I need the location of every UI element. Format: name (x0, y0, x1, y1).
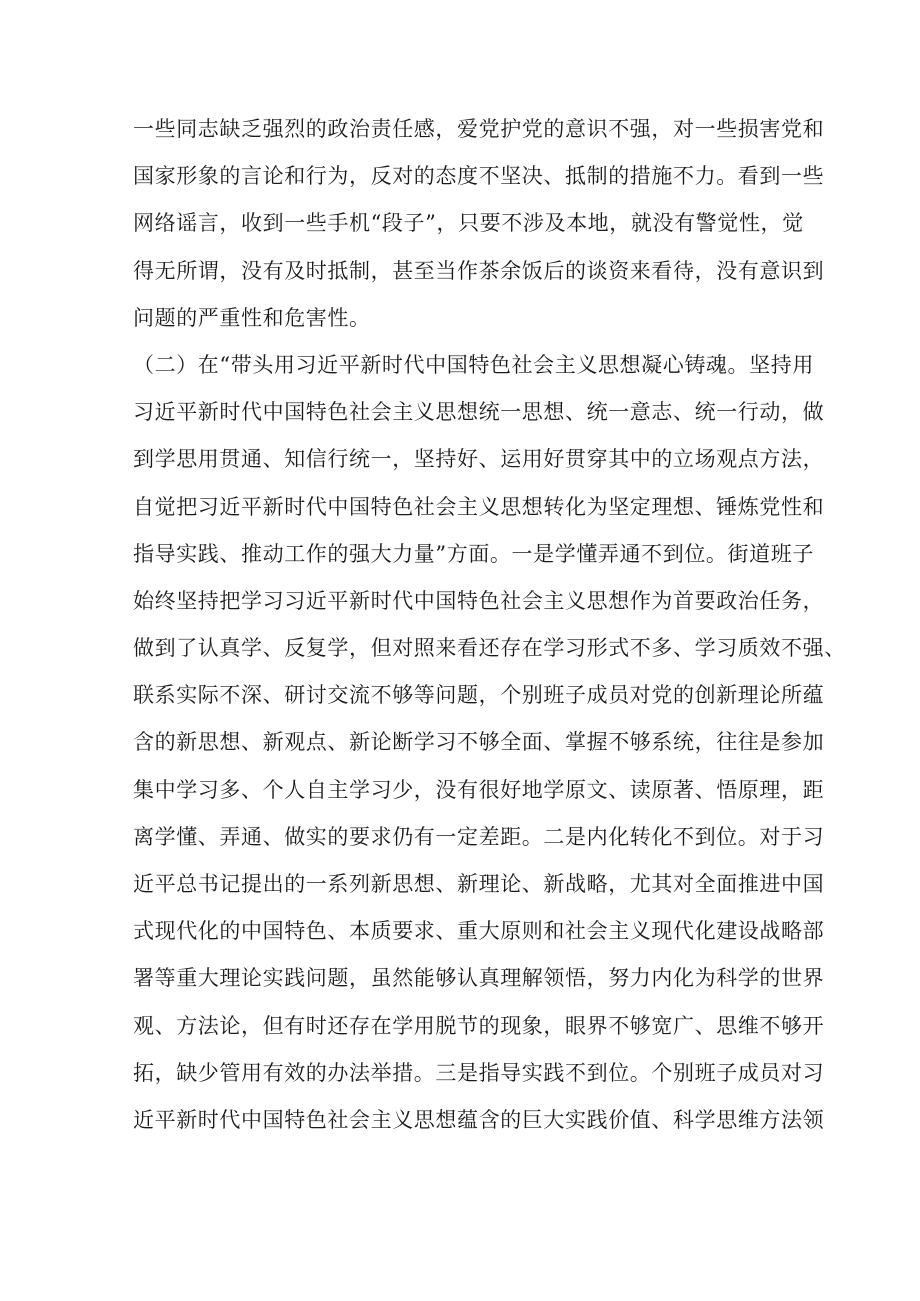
section-heading-line: （二）在“带头用习近平新时代中国特色社会主义思想凝心铸魂。坚持用 (133, 352, 814, 377)
text-line: 做到了认真学、反复学，但对照来看还存在学习形式不多、学习质效不强、 (133, 636, 846, 661)
text-line: 一些同志缺乏强烈的政治责任感，爱党护党的意识不强，对一些损害党和 (133, 117, 825, 141)
text-line: 式现代化的中国特色、本质要求、重大原则和社会主义现代化建设战略部 (133, 919, 825, 944)
text-line: 近平新时代中国特色社会主义思想蕴含的巨大实践价值、科学思维方法领 (133, 1107, 825, 1132)
text-line: 到学思用贯通、知信行统一，坚持好、运用好贯穿其中的立场观点方法， (133, 447, 825, 472)
text-line: 近平总书记提出的一系列新思想、新理论、新战略，尤其对全面推进中国 (133, 872, 825, 896)
text-line: 含的新思想、新观点、新论断学习不够全面、掌握不够系统，往往是参加 (133, 730, 825, 755)
text-line: 网络谣言，收到一些手机“段子”，只要不涉及本地，就没有警觉性，觉 (133, 211, 804, 236)
text-line: 离学懂、弄通、做实的要求仍有一定差距。二是内化转化不到位。对于习 (133, 824, 825, 849)
text-line: 得无所谓，没有及时抵制，甚至当作茶余饭后的谈资来看待，没有意识到 (133, 258, 825, 283)
text-line: 国家形象的言论和行为，反对的态度不坚决、抵制的措施不力。看到一些 (133, 164, 825, 189)
text-line: 署等重大理论实践问题，虽然能够认真理解领悟，努力内化为科学的世界 (133, 966, 825, 991)
text-line: 问题的严重性和危害性。 (133, 305, 371, 330)
text-line: 习近平新时代中国特色社会主义思想统一思想、统一意志、统一行动，做 (133, 400, 825, 425)
text-line: 集中学习多、个人自主学习少，没有很好地学原文、读原著、悟原理，距 (133, 777, 825, 802)
text-line: 观、方法论，但有时还存在学用脱节的现象，眼界不够宽广、思维不够开 (133, 1013, 825, 1038)
text-line: 拓，缺少管用有效的办法举措。三是指导实践不到位。个别班子成员对习 (133, 1060, 825, 1085)
text-line: 联系实际不深、研讨交流不够等问题，个别班子成员对党的创新理论所蕴 (133, 683, 825, 708)
body-text (133, 106, 846, 1144)
text-line: 指导实践、推动工作的强大力量”方面。一是学懂弄通不到位。街道班子 (133, 541, 814, 566)
text-line: 始终坚持把学习习近平新时代中国特色社会主义思想作为首要政治任务， (133, 588, 825, 613)
text-line: 自觉把习近平新时代中国特色社会主义思想转化为坚定理想、锤炼党性和 (133, 494, 825, 519)
